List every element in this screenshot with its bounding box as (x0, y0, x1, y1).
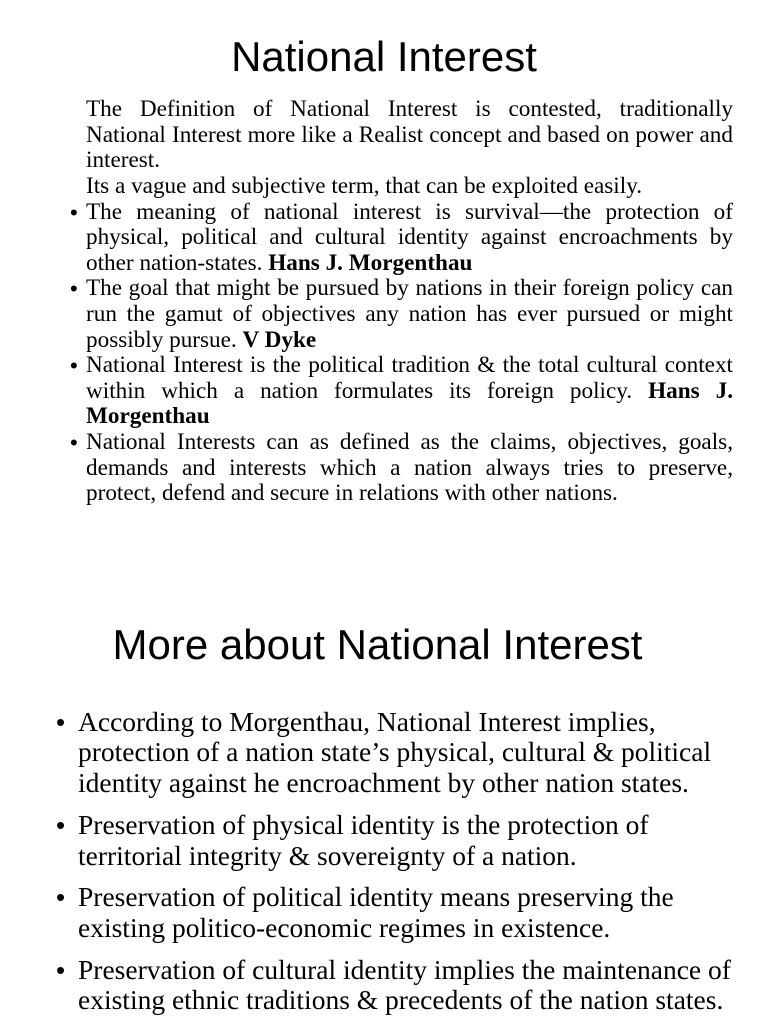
bullet-item (86, 200, 733, 277)
slide-title: National Interest (231, 33, 537, 80)
bullet-item: • According to Morgenthau, National Interest implies, protection of a nation state’s physical, cultural & political identity against he encroachment by other nation states. (78, 707, 746, 799)
bullet-author: V Dyke (242, 326, 317, 353)
slide-body (86, 97, 733, 507)
bullet-item: • Preservation of physical identity is the protection of territorial integrity & sovereignty of a nation. (78, 810, 746, 872)
bullet-author: Hans J. Morgenthau (86, 377, 734, 430)
bullet-item: • Preservation of cultural identity implies the maintenance of existing ethnic traditions & precedents of the nation states. (78, 955, 746, 1017)
bullet-item (86, 353, 733, 430)
intro-paragraph: The Definition of National Interest is contested, traditionally National Interest more like a Realist concept and based on power and interest. (86, 96, 733, 174)
bullet-item (86, 430, 733, 507)
bullet-text: National Interest is the political tradition & the total cultural context within which a nation formulates its foreign policy. (86, 352, 733, 404)
bullet-text: The meaning of national interest is survival—the protection of physical, political and cultural identity against encroachments by other nation-states. (86, 198, 733, 276)
slide-body (78, 707, 746, 1027)
bullet-item: • Preservation of political identity means preserving the existing politico-economic regimes in existence. (78, 882, 746, 944)
intro-paragraph: Its a vague and subjective term, that can be exploited easily. (86, 172, 643, 199)
bullet-item (86, 276, 733, 353)
slide-title: More about National Interest (112, 621, 643, 668)
bullet-author: Hans J. Morgenthau (268, 249, 473, 276)
bullet-text: National Interests can as defined as the claims, objectives, goals, demands and interests which a nation always tries to preserve, protect, defend and secure in relations with other nations. (86, 428, 733, 507)
bullet-text: The goal that might be pursued by nations in their foreign policy can run the gamut of objectives any nation has ever pursued or might possibly pursue. (86, 275, 733, 353)
